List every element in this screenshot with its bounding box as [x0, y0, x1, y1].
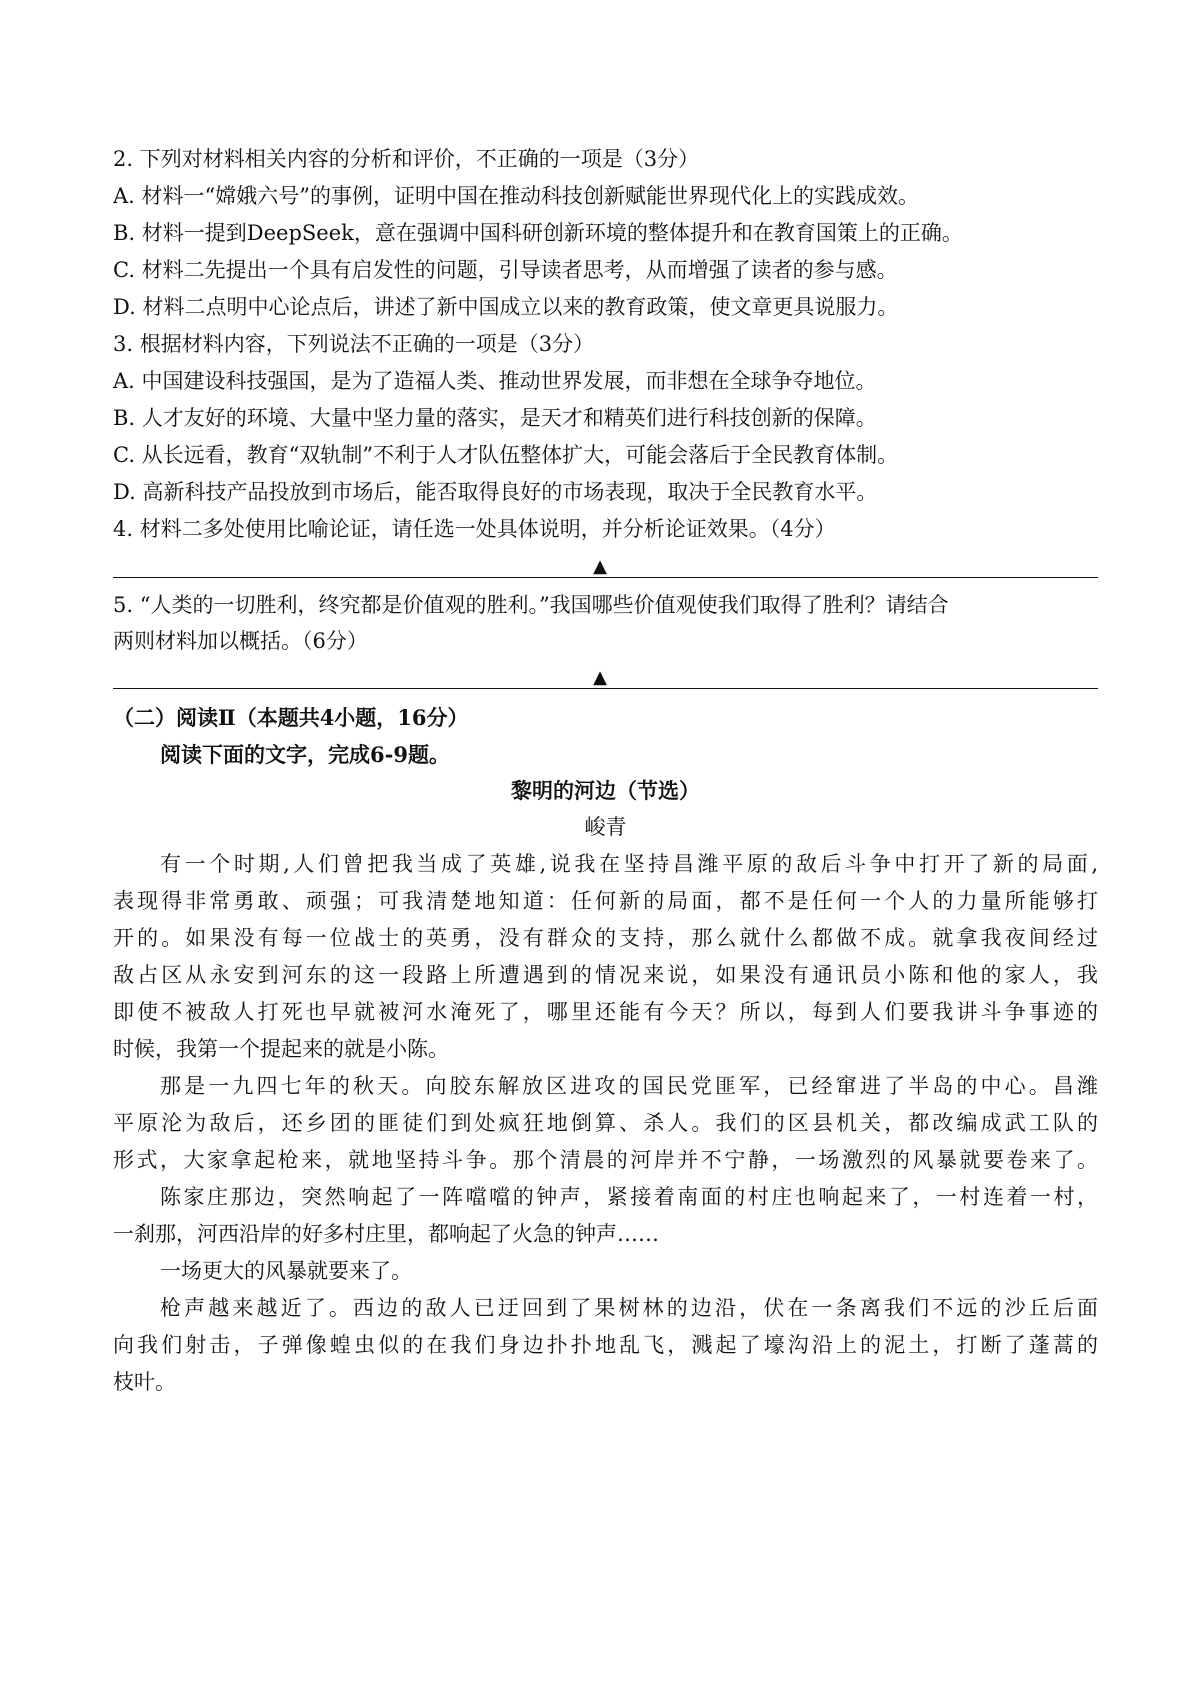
passage-author: 峻青 [584, 815, 627, 839]
q3-option-c: C. 从长远看，教育“双轨制”不利于人才队伍整体扩大，可能会落后于全民教育体制。 [113, 443, 899, 467]
section-heading: （二）阅读Ⅱ（本题共4小题，16分） [113, 705, 469, 730]
q3-option-d: D. 高新科技产品投放到市场后，能否取得良好的市场表现，取决于全民教育水平。 [113, 480, 878, 504]
passage-line: 向我们射击，子弹像蝗虫似的在我们身边扑扑地乱飞，溅起了壕沟沿上的泥土，打断了蓬蒿的 [113, 1333, 1098, 1357]
passage-line: 陈家庄那边，突然响起了一阵噹噹的钟声，紧接着南面的村庄也响起来了，一村连着一村， [160, 1185, 1098, 1209]
q4-answer-mark: ▲ [593, 556, 607, 577]
passage-line: 枝叶。 [113, 1370, 176, 1394]
passage-line: 表现得非常勇敢、顽强；可我清楚地知道：任何新的局面，都不是任何一个人的力量所能够打 [113, 889, 1098, 913]
q5-stem-line1: 5. “人类的一切胜利，终究都是价值观的胜利。”我国哪些价值观使我们取得了胜利？请结合 [113, 593, 949, 617]
q5-answer-mark: ▲ [593, 667, 607, 688]
passage-line: 时候，我第一个提起来的就是小陈。 [113, 1037, 449, 1061]
passage-line: 枪声越来越近了。西边的敌人已迂回到了果树林的边沿，伏在一条离我们不远的沙丘后面 [160, 1296, 1098, 1320]
passage-line: 形式，大家拿起枪来，就地坚持斗争。那个清晨的河岸并不宁静，一场激烈的风暴就要卷来了。 [113, 1148, 1098, 1172]
q2-option-a: A. 材料一“嫦娥六号”的事例，证明中国在推动科技创新赋能世界现代化上的实践成效。 [113, 184, 919, 208]
q4-stem: 4. 材料二多处使用比喻论证，请任选一处具体说明，并分析论证效果。（4分） [113, 517, 836, 541]
q3-stem: 3. 根据材料内容，下列说法不正确的一项是（3分） [113, 332, 595, 356]
passage-line: 即使不被敌人打死也早就被河水淹死了，哪里还能有今天？所以，每到人们要我讲斗争事迹的 [113, 1000, 1098, 1024]
passage-line: 一场更大的风暴就要来了。 [160, 1259, 412, 1283]
q3-option-a: A. 中国建设科技强国，是为了造福人类、推动世界发展，而非想在全球争夺地位。 [113, 369, 877, 393]
q5-stem-line2: 两则材料加以概括。（6分） [113, 629, 368, 653]
q2-option-d: D. 材料二点明中心论点后，讲述了新中国成立以来的教育政策，使文章更具说服力。 [113, 295, 899, 319]
q5-answer-line[interactable] [113, 688, 1098, 689]
passage-title: 黎明的河边（节选） [511, 778, 700, 803]
section-instruction: 阅读下面的文字，完成6-9题。 [160, 742, 450, 767]
q3-option-b: B. 人才友好的环境、大量中坚力量的落实，是天才和精英们进行科技创新的保障。 [113, 406, 877, 430]
passage-line: 开的。如果没有每一位战士的英勇，没有群众的支持，那么就什么都做不成。就拿我夜间经过 [113, 926, 1098, 950]
q2-option-c: C. 材料二先提出一个具有启发性的问题，引导读者思考，从而增强了读者的参与感。 [113, 258, 898, 282]
passage-line: 一刹那，河西沿岸的好多村庄里，都响起了火急的钟声…… [113, 1222, 659, 1246]
passage-line: 有一个时期,人们曾把我当成了英雄,说我在坚持昌潍平原的敌后斗争中打开了新的局面, [160, 852, 1098, 876]
q4-answer-line[interactable] [113, 577, 1098, 578]
passage-line: 平原沦为敌后，还乡团的匪徒们到处疯狂地倒算、杀人。我们的区县机关，都改编成武工队的 [113, 1111, 1098, 1135]
q2-option-b: B. 材料一提到DeepSeek，意在强调中国科研创新环境的整体提升和在教育国策上的正确。 [113, 221, 963, 245]
q2-stem: 2. 下列对材料相关内容的分析和评价，不正确的一项是（3分） [113, 147, 700, 171]
passage-line: 那是一九四七年的秋天。向胶东解放区进攻的国民党匪军，已经窜进了半岛的中心。昌潍 [160, 1074, 1098, 1098]
passage-line: 敌占区从永安到河东的这一段路上所遭遇到的情况来说，如果没有通讯员小陈和他的家人，我 [113, 963, 1098, 987]
